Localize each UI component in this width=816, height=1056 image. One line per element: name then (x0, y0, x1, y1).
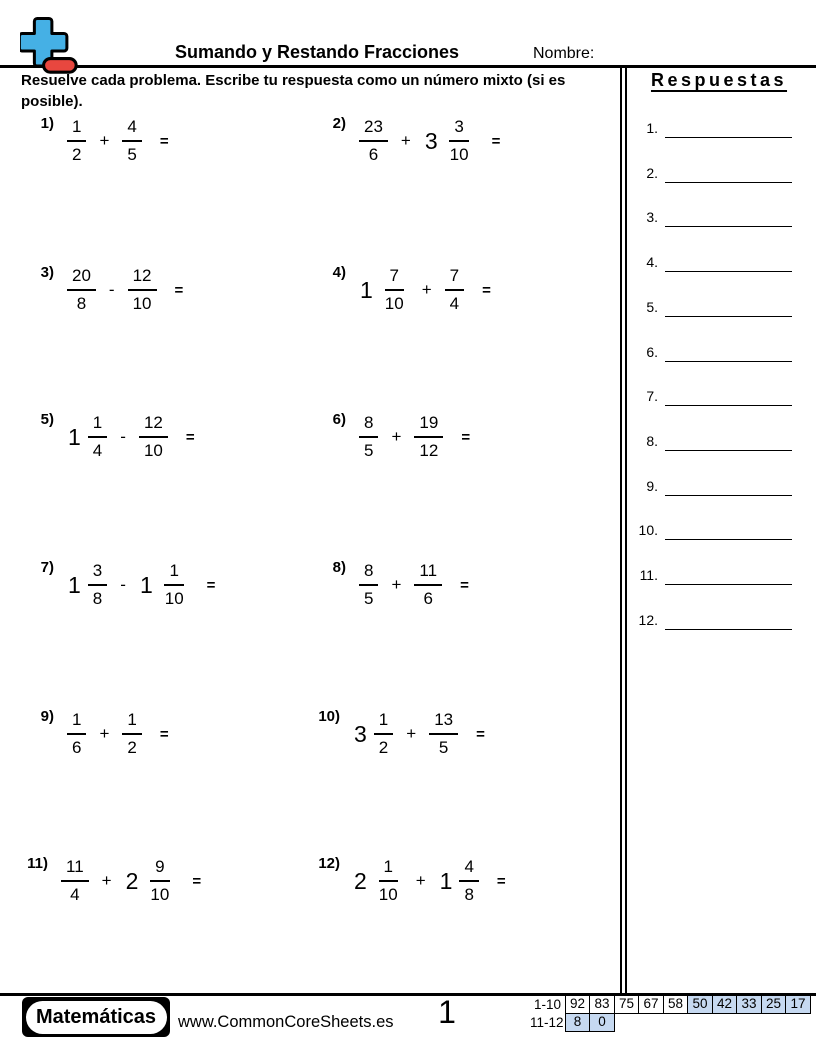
operator: + (421, 280, 432, 299)
answer-row (632, 474, 792, 496)
numerator: 7 (385, 266, 404, 291)
whole-number: 1 (68, 571, 81, 598)
equals-sign: = (185, 428, 195, 446)
score-cell: 0 (589, 1013, 615, 1032)
score-cell: 33 (736, 995, 762, 1014)
answer-line (665, 563, 792, 585)
answer-row (632, 384, 792, 406)
answer-row (632, 205, 792, 227)
denominator: 4 (70, 885, 80, 904)
answer-line (665, 429, 792, 451)
answer-row (632, 563, 792, 585)
operator: - (120, 575, 126, 594)
score-cell: 83 (589, 995, 615, 1014)
answer-number: 10. (638, 522, 658, 538)
page-number: 1 (438, 994, 456, 1030)
fraction (67, 266, 96, 313)
denominator: 5 (364, 441, 374, 460)
equals-sign: = (476, 725, 485, 743)
plus-minus-logo-icon (20, 16, 78, 74)
fraction (122, 710, 141, 757)
score-row-label: 11-12 (530, 1014, 564, 1030)
problem-9 (26, 705, 169, 763)
equals-sign: = (192, 872, 202, 890)
whole-number: 1 (439, 867, 453, 894)
operator: + (400, 131, 411, 150)
score-cell: 92 (565, 995, 591, 1014)
answer-number: 8. (646, 433, 658, 449)
denominator: 8 (92, 589, 103, 608)
fraction (374, 710, 393, 757)
equals-sign: = (461, 428, 471, 446)
score-cell: 75 (614, 995, 640, 1014)
answer-line (665, 161, 792, 183)
problem-number: 1) (40, 115, 54, 132)
denominator: 5 (438, 738, 449, 757)
problem-number: 3) (40, 264, 54, 281)
equals-sign: = (460, 576, 469, 594)
score-row-2 (530, 1013, 811, 1032)
problem-10 (312, 705, 485, 763)
numerator: 1 (379, 857, 398, 882)
operator: + (101, 871, 112, 890)
fraction (67, 117, 86, 164)
numerator: 11 (414, 561, 442, 586)
whole-number: 2 (125, 867, 139, 894)
numerator: 1 (122, 710, 141, 735)
numerator: 20 (67, 266, 96, 291)
fraction (61, 857, 89, 904)
whole-number: 1 (360, 276, 373, 303)
whole-number: 2 (354, 867, 367, 894)
problem-number: 9) (40, 708, 54, 725)
whole-number: 3 (354, 720, 367, 747)
score-cell: 42 (712, 995, 738, 1014)
equals-sign: = (159, 132, 169, 150)
fraction (145, 857, 174, 904)
answers-title: Respuestas (650, 70, 788, 90)
denominator: 12 (419, 441, 439, 460)
fraction (380, 266, 409, 313)
problem-number: 6) (332, 411, 346, 428)
fraction (67, 710, 86, 757)
equals-sign: = (482, 281, 491, 299)
problem-number: 7) (40, 559, 54, 576)
denominator: 8 (76, 294, 87, 313)
answer-row (632, 250, 792, 272)
operator: - (108, 280, 115, 299)
answer-number: 3. (646, 209, 658, 225)
denominator: 6 (423, 589, 433, 608)
score-row-label: 1-10 (533, 997, 561, 1012)
numerator: 12 (128, 266, 157, 291)
denominator: 8 (464, 885, 474, 904)
numerator: 1 (374, 710, 393, 735)
problem-6 (318, 408, 470, 466)
numerator: 8 (359, 561, 378, 586)
denominator: 10 (150, 885, 170, 904)
denominator: 4 (92, 441, 103, 460)
denominator: 4 (449, 294, 460, 313)
fraction (359, 117, 388, 164)
problem-7 (26, 556, 215, 614)
problem-3 (26, 261, 183, 319)
fraction (139, 413, 168, 460)
header-rule (0, 65, 816, 68)
operator: + (99, 724, 110, 743)
answer-row (632, 116, 792, 138)
answer-number: 2. (646, 165, 658, 181)
numerator: 19 (414, 413, 443, 438)
answer-number: 12. (638, 612, 658, 628)
answer-row (632, 518, 792, 540)
fraction (374, 857, 403, 904)
equals-sign: = (174, 281, 184, 299)
fraction (359, 561, 378, 608)
fraction (122, 117, 141, 164)
numerator: 1 (67, 117, 86, 142)
fraction (445, 266, 464, 313)
problem-8 (318, 556, 469, 614)
numerator: 7 (445, 266, 464, 291)
numerator: 3 (449, 117, 468, 142)
operator: + (391, 575, 402, 594)
answer-line (665, 340, 792, 362)
denominator: 10 (143, 441, 163, 460)
site-url: www.CommonCoreSheets.es (178, 1013, 394, 1031)
answer-row (632, 429, 792, 451)
numerator: 1 (67, 710, 86, 735)
answer-row (632, 295, 792, 317)
equals-sign: = (491, 132, 501, 150)
answer-number: 1. (646, 120, 658, 136)
numerator: 4 (122, 117, 141, 142)
problem-number: 5) (40, 411, 54, 428)
whole-number: 3 (424, 127, 438, 154)
equals-sign: = (159, 725, 169, 743)
numerator: 4 (459, 857, 478, 882)
answer-number: 9. (646, 478, 658, 494)
denominator: 2 (127, 738, 137, 757)
answer-line (665, 295, 792, 317)
problem-number: 12) (318, 855, 340, 872)
problem-5 (26, 408, 195, 466)
score-cell: 8 (565, 1013, 591, 1032)
answer-number: 5. (646, 299, 658, 315)
operator: + (391, 427, 402, 446)
answer-number: 6. (646, 344, 658, 360)
page-title: Sumando y Restando Fracciones (174, 42, 460, 62)
problem-number: 10) (318, 708, 340, 725)
denominator: 10 (449, 145, 469, 164)
denominator: 5 (364, 589, 374, 608)
equals-sign: = (496, 872, 506, 890)
denominator: 5 (127, 145, 137, 164)
score-cell: 50 (687, 995, 713, 1014)
fraction (88, 413, 107, 460)
answer-line (665, 608, 792, 630)
numerator: 8 (359, 413, 378, 438)
problem-number: 11) (27, 855, 48, 872)
operator: - (120, 427, 126, 446)
numerator: 23 (359, 117, 388, 142)
brand-badge (22, 997, 170, 1037)
answer-row (632, 340, 792, 362)
denominator: 2 (72, 145, 82, 164)
divider-double-line (620, 66, 627, 995)
whole-number: 1 (68, 423, 81, 450)
score-cell: 17 (785, 995, 811, 1014)
answer-number: 7. (646, 388, 658, 404)
problem-1 (26, 112, 169, 170)
fraction (414, 413, 443, 460)
answer-line (665, 250, 792, 272)
operator: + (415, 871, 426, 890)
answer-line (665, 518, 792, 540)
name-label: Nombre: (533, 45, 595, 62)
fraction (88, 561, 107, 608)
score-cell: 67 (638, 995, 664, 1014)
answer-number: 4. (646, 254, 658, 270)
score-cell: 58 (663, 995, 689, 1014)
score-row-1 (530, 995, 811, 1014)
denominator: 10 (164, 589, 184, 608)
answer-number: 11. (639, 567, 658, 583)
operator: + (406, 724, 417, 743)
problem-number: 2) (332, 115, 346, 132)
numerator: 13 (429, 710, 458, 735)
numerator: 3 (88, 561, 107, 586)
fraction (359, 413, 378, 460)
whole-number: 1 (139, 571, 153, 598)
answer-row (632, 161, 792, 183)
numerator: 9 (150, 857, 169, 882)
fraction (414, 561, 442, 608)
answer-line (665, 205, 792, 227)
denominator: 10 (384, 294, 404, 313)
score-table (530, 995, 811, 1032)
fraction (128, 266, 157, 313)
numerator: 11 (61, 857, 89, 882)
denominator: 6 (72, 738, 82, 757)
instructions-text: Resuelve cada problema. Escribe tu respuesta como un número mixto (si es posible). (21, 72, 566, 110)
denominator: 10 (132, 294, 152, 313)
denominator: 10 (378, 885, 398, 904)
problem-12 (312, 852, 506, 910)
denominator: 6 (368, 145, 379, 164)
score-cell: 25 (761, 995, 787, 1014)
problem-11 (20, 852, 201, 910)
answer-line (665, 474, 792, 496)
operator: + (99, 131, 110, 150)
answer-row (632, 608, 792, 630)
problem-2 (318, 112, 500, 170)
problem-4 (318, 261, 491, 319)
answer-line (665, 384, 792, 406)
numerator: 1 (88, 413, 107, 438)
answer-line (665, 116, 792, 138)
fraction (445, 117, 474, 164)
fraction (429, 710, 458, 757)
brand-label: Matemáticas (26, 1001, 167, 1034)
fraction (160, 561, 189, 608)
numerator: 12 (139, 413, 168, 438)
fraction (459, 857, 478, 904)
denominator: 2 (378, 738, 389, 757)
equals-sign: = (206, 576, 216, 594)
problem-number: 4) (332, 264, 346, 281)
problem-number: 8) (332, 559, 346, 576)
numerator: 1 (164, 561, 183, 586)
